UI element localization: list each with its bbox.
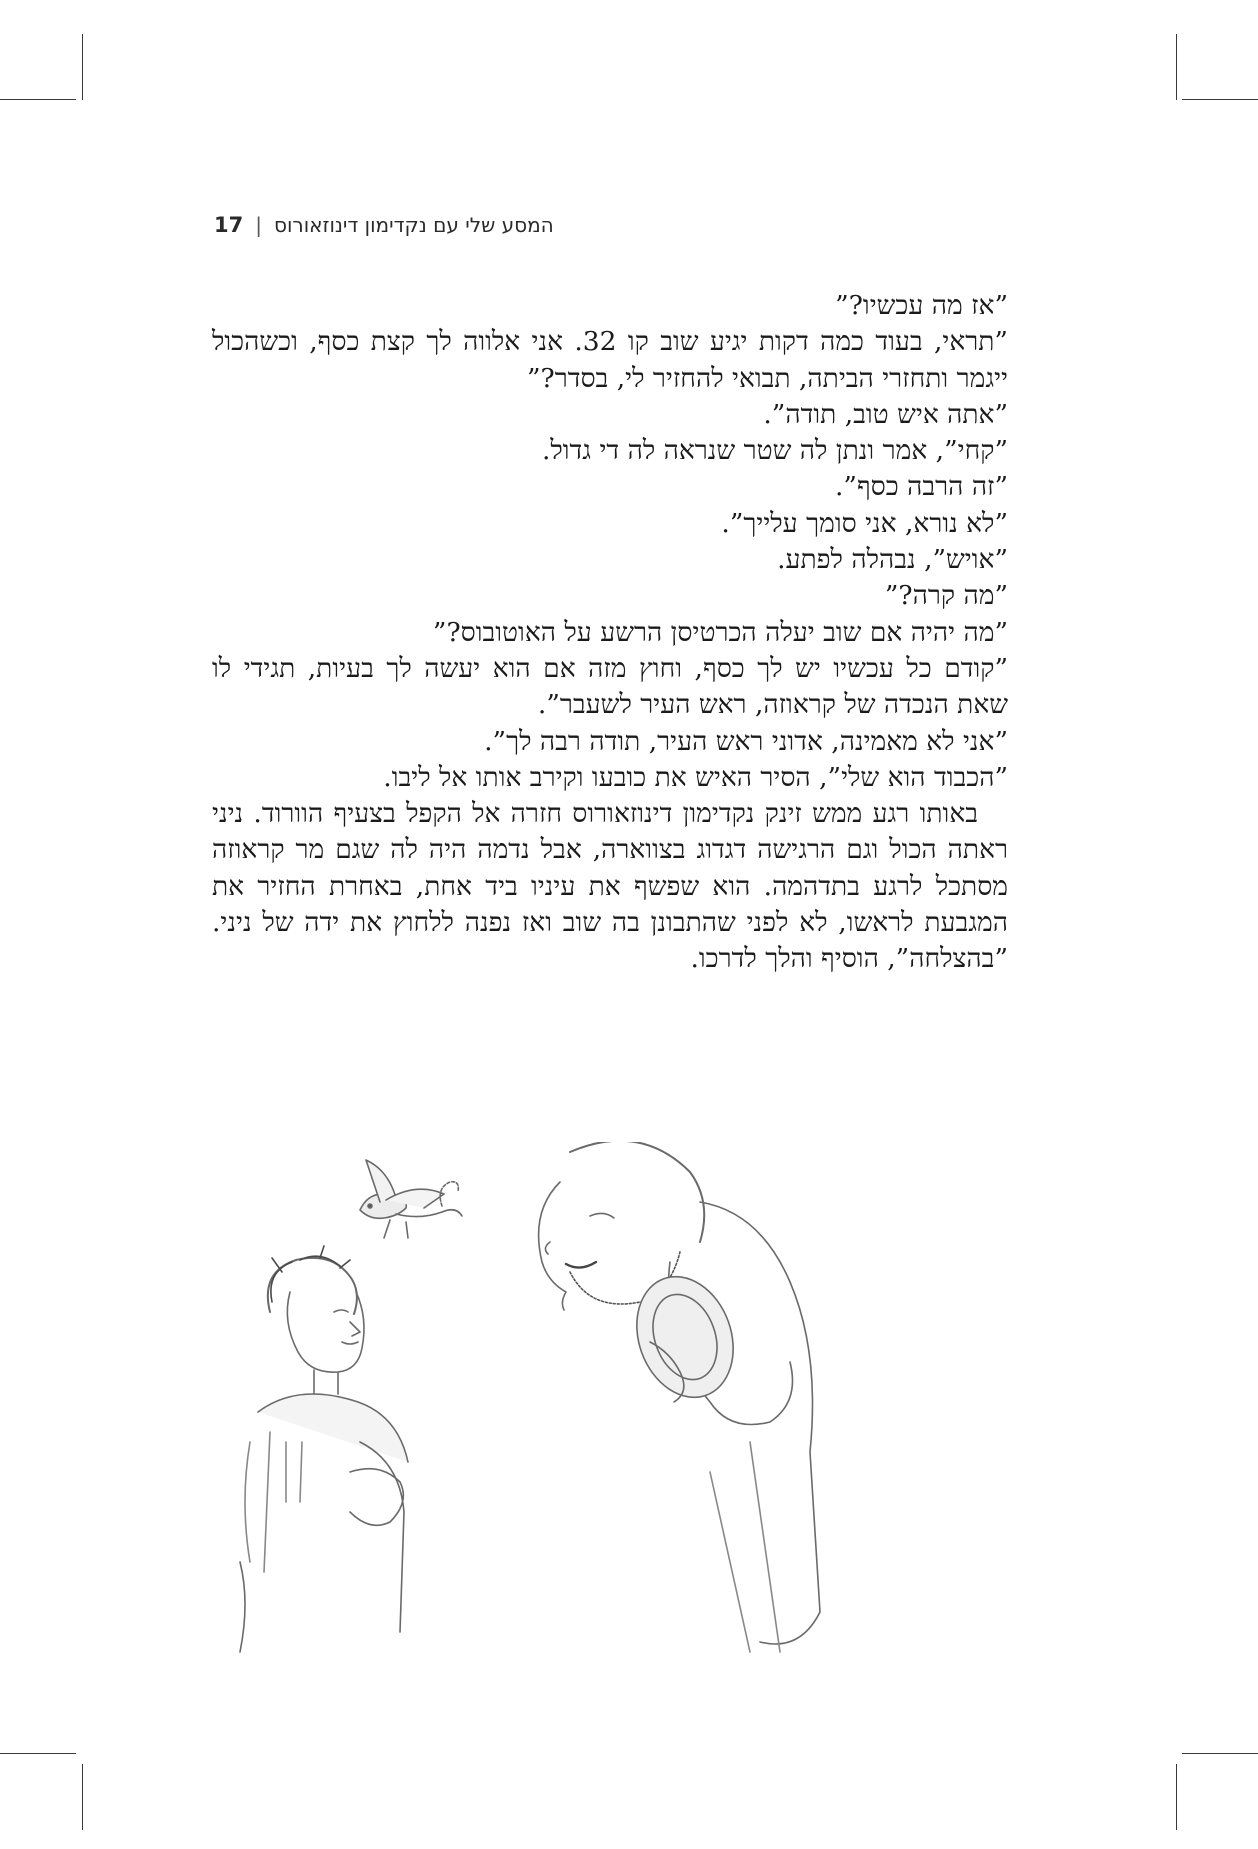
paragraph: ”אני לא מאמינה, אדוני ראש העיר, תודה רבה לך”. [484,725,1008,757]
crop-mark [1176,1764,1177,1830]
crop-mark [82,34,83,100]
paragraph: ”הכבוד הוא שלי”, הסיר האיש את כובעו וקירב אותו אל ליבו. [383,761,1008,793]
book-title: המסע שלי עם נקדימון דינוזאורוס [273,213,554,237]
crop-mark [0,99,76,100]
running-head [214,208,554,242]
paragraph: ”זה הרבה כסף”. [834,471,1008,503]
paragraph: ”קחי”, אמר ונתן לה שטר שנראה לה די גדול. [541,435,1008,467]
header-separator: | [255,213,262,237]
crop-mark [1182,1753,1258,1754]
crop-mark [0,1753,76,1754]
crop-mark [82,1764,83,1830]
paragraph: ”מה קרה?” [884,580,1008,612]
crop-mark [1182,99,1258,100]
body-text [212,288,1008,978]
paragraph: באותו רגע ממש זינק נקדימון דינוזאורוס חזרה אל הקפל בצעיף הוורוד. ניני ראתה הכול וגם הרגישה דגדוג בצוואר‎ה, אבל נדמה היה לה שגם מר קראוזה מסתכל לרגע בתדהמה. הוא שפשף את עיניו ביד אחת, באחרת החזיר את המגבעת לראשו, לא לפני שהתבונן בה שוב ואז נפנה ללחוץ את ידה של ניני. ”בהצלחה”, הוסיף והלך לדרכו. [212,798,1008,975]
paragraph: ”אתה איש טוב, תודה”. [763,398,1008,430]
paragraph: ”מה יהיה אם שוב יעלה הכרטיסן הרשע על האוטובוס?” [432,616,1008,648]
girl-figure [240,1246,408,1652]
man-figure [539,1142,820,1652]
paragraph: ”אז מה עכשיו?” [835,290,1008,321]
paragraph: ”תראי, בעוד כמה דקות יגיע שוב קו 32. אני אלווה לך קצת כסף, וכשהכול ייגמר ותחזרי הביתה, תבואי להחזיר לי, בסדר?” [212,326,1008,394]
dinosaur-figure [360,1160,462,1238]
page-number: 17 [214,213,244,237]
paragraph: ”קודם כל עכשיו יש לך כסף, וחוץ מזה אם הוא יעשה לך בעיות, תגידי לו שאת הנכדה של קראוזה, ראש העיר לשעבר”. [212,652,1008,721]
paragraph: ”לא נורא, אני סומך עלייך”. [721,507,1008,539]
pencil-illustration [230,1142,990,1662]
paragraph: ”אויש”, נבהלה לפתע. [777,544,1008,576]
crop-mark [1176,34,1177,100]
